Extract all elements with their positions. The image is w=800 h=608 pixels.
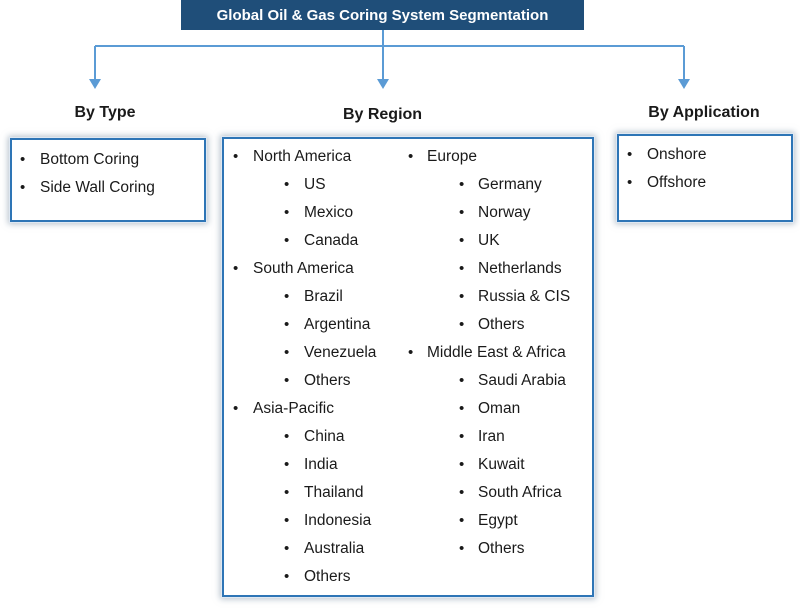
bullet-icon: • — [627, 174, 633, 191]
country-item: Thailand — [304, 484, 364, 501]
bullet-icon: • — [20, 179, 26, 196]
region-asia-pacific: Asia-Pacific — [253, 400, 334, 417]
type-item: Bottom Coring — [40, 151, 140, 168]
region-europe: Europe — [427, 148, 477, 165]
heading-by-region: By Region — [342, 106, 423, 123]
bullet-icon: • — [284, 176, 290, 193]
bullet-icon: • — [233, 260, 239, 277]
bullet-icon: • — [459, 428, 465, 445]
bullet-icon: • — [284, 316, 290, 333]
bullet-icon: • — [459, 316, 465, 333]
country-item: Others — [304, 568, 351, 585]
region-north-america: North America — [253, 148, 352, 165]
country-item: Canada — [304, 232, 359, 249]
bullet-icon: • — [459, 484, 465, 501]
bullet-icon: • — [284, 512, 290, 529]
region-south-america: South America — [253, 260, 354, 277]
bullet-icon: • — [459, 400, 465, 417]
bullet-icon: • — [459, 372, 465, 389]
bullet-icon: • — [459, 512, 465, 529]
bullet-icon: • — [284, 540, 290, 557]
type-arrowhead — [89, 79, 101, 89]
bullet-icon: • — [20, 151, 26, 168]
bullet-icon: • — [408, 344, 414, 361]
country-item: Iran — [478, 428, 505, 445]
application-item: Offshore — [647, 174, 707, 191]
heading-by-application: By Application — [648, 104, 760, 121]
country-item: Germany — [478, 176, 542, 193]
diagram-title: Global Oil & Gas Coring System Segmentation — [181, 0, 584, 30]
country-item: Mexico — [304, 204, 354, 221]
country-item: Egypt — [478, 512, 518, 529]
bullet-icon: • — [459, 176, 465, 193]
region-arrowhead — [377, 79, 389, 89]
country-item: China — [304, 428, 345, 445]
bullet-icon: • — [284, 204, 290, 221]
bullet-icon: • — [459, 204, 465, 221]
country-item: Oman — [478, 400, 521, 417]
bullet-icon: • — [284, 568, 290, 585]
bullet-icon: • — [284, 232, 290, 249]
country-item: Australia — [304, 540, 365, 557]
country-item: Saudi Arabia — [478, 372, 566, 389]
bullet-icon: • — [627, 146, 633, 163]
country-item: UK — [478, 232, 500, 249]
bullet-icon: • — [459, 260, 465, 277]
bullet-icon: • — [284, 456, 290, 473]
country-item: Others — [478, 540, 525, 557]
country-item: Russia & CIS — [478, 288, 571, 305]
type-item: Side Wall Coring — [40, 179, 155, 196]
bullet-icon: • — [284, 372, 290, 389]
country-item: Venezuela — [304, 344, 377, 361]
bullet-icon: • — [233, 400, 239, 417]
bullet-icon: • — [284, 344, 290, 361]
bullet-icon: • — [284, 484, 290, 501]
application-arrowhead — [678, 79, 690, 89]
bullet-icon: • — [459, 456, 465, 473]
by-region-box — [222, 137, 594, 597]
country-item: Netherlands — [478, 260, 562, 277]
country-item: Norway — [478, 204, 531, 221]
bullet-icon: • — [233, 148, 239, 165]
bullet-icon: • — [459, 540, 465, 557]
application-item: Onshore — [647, 146, 707, 163]
bullet-icon: • — [408, 148, 414, 165]
bullet-icon: • — [284, 288, 290, 305]
bullet-icon: • — [459, 288, 465, 305]
region-middle-east-africa: Middle East & Africa — [427, 344, 566, 361]
country-item: Kuwait — [478, 456, 525, 473]
country-item: US — [304, 176, 326, 193]
bullet-icon: • — [459, 232, 465, 249]
country-item: South Africa — [478, 484, 562, 501]
heading-by-type: By Type — [74, 104, 136, 121]
country-item: Argentina — [304, 316, 371, 333]
country-item: India — [304, 456, 338, 473]
country-item: Others — [478, 316, 525, 333]
country-item: Others — [304, 372, 351, 389]
country-item: Brazil — [304, 288, 343, 305]
bullet-icon: • — [284, 428, 290, 445]
country-item: Indonesia — [304, 512, 372, 529]
